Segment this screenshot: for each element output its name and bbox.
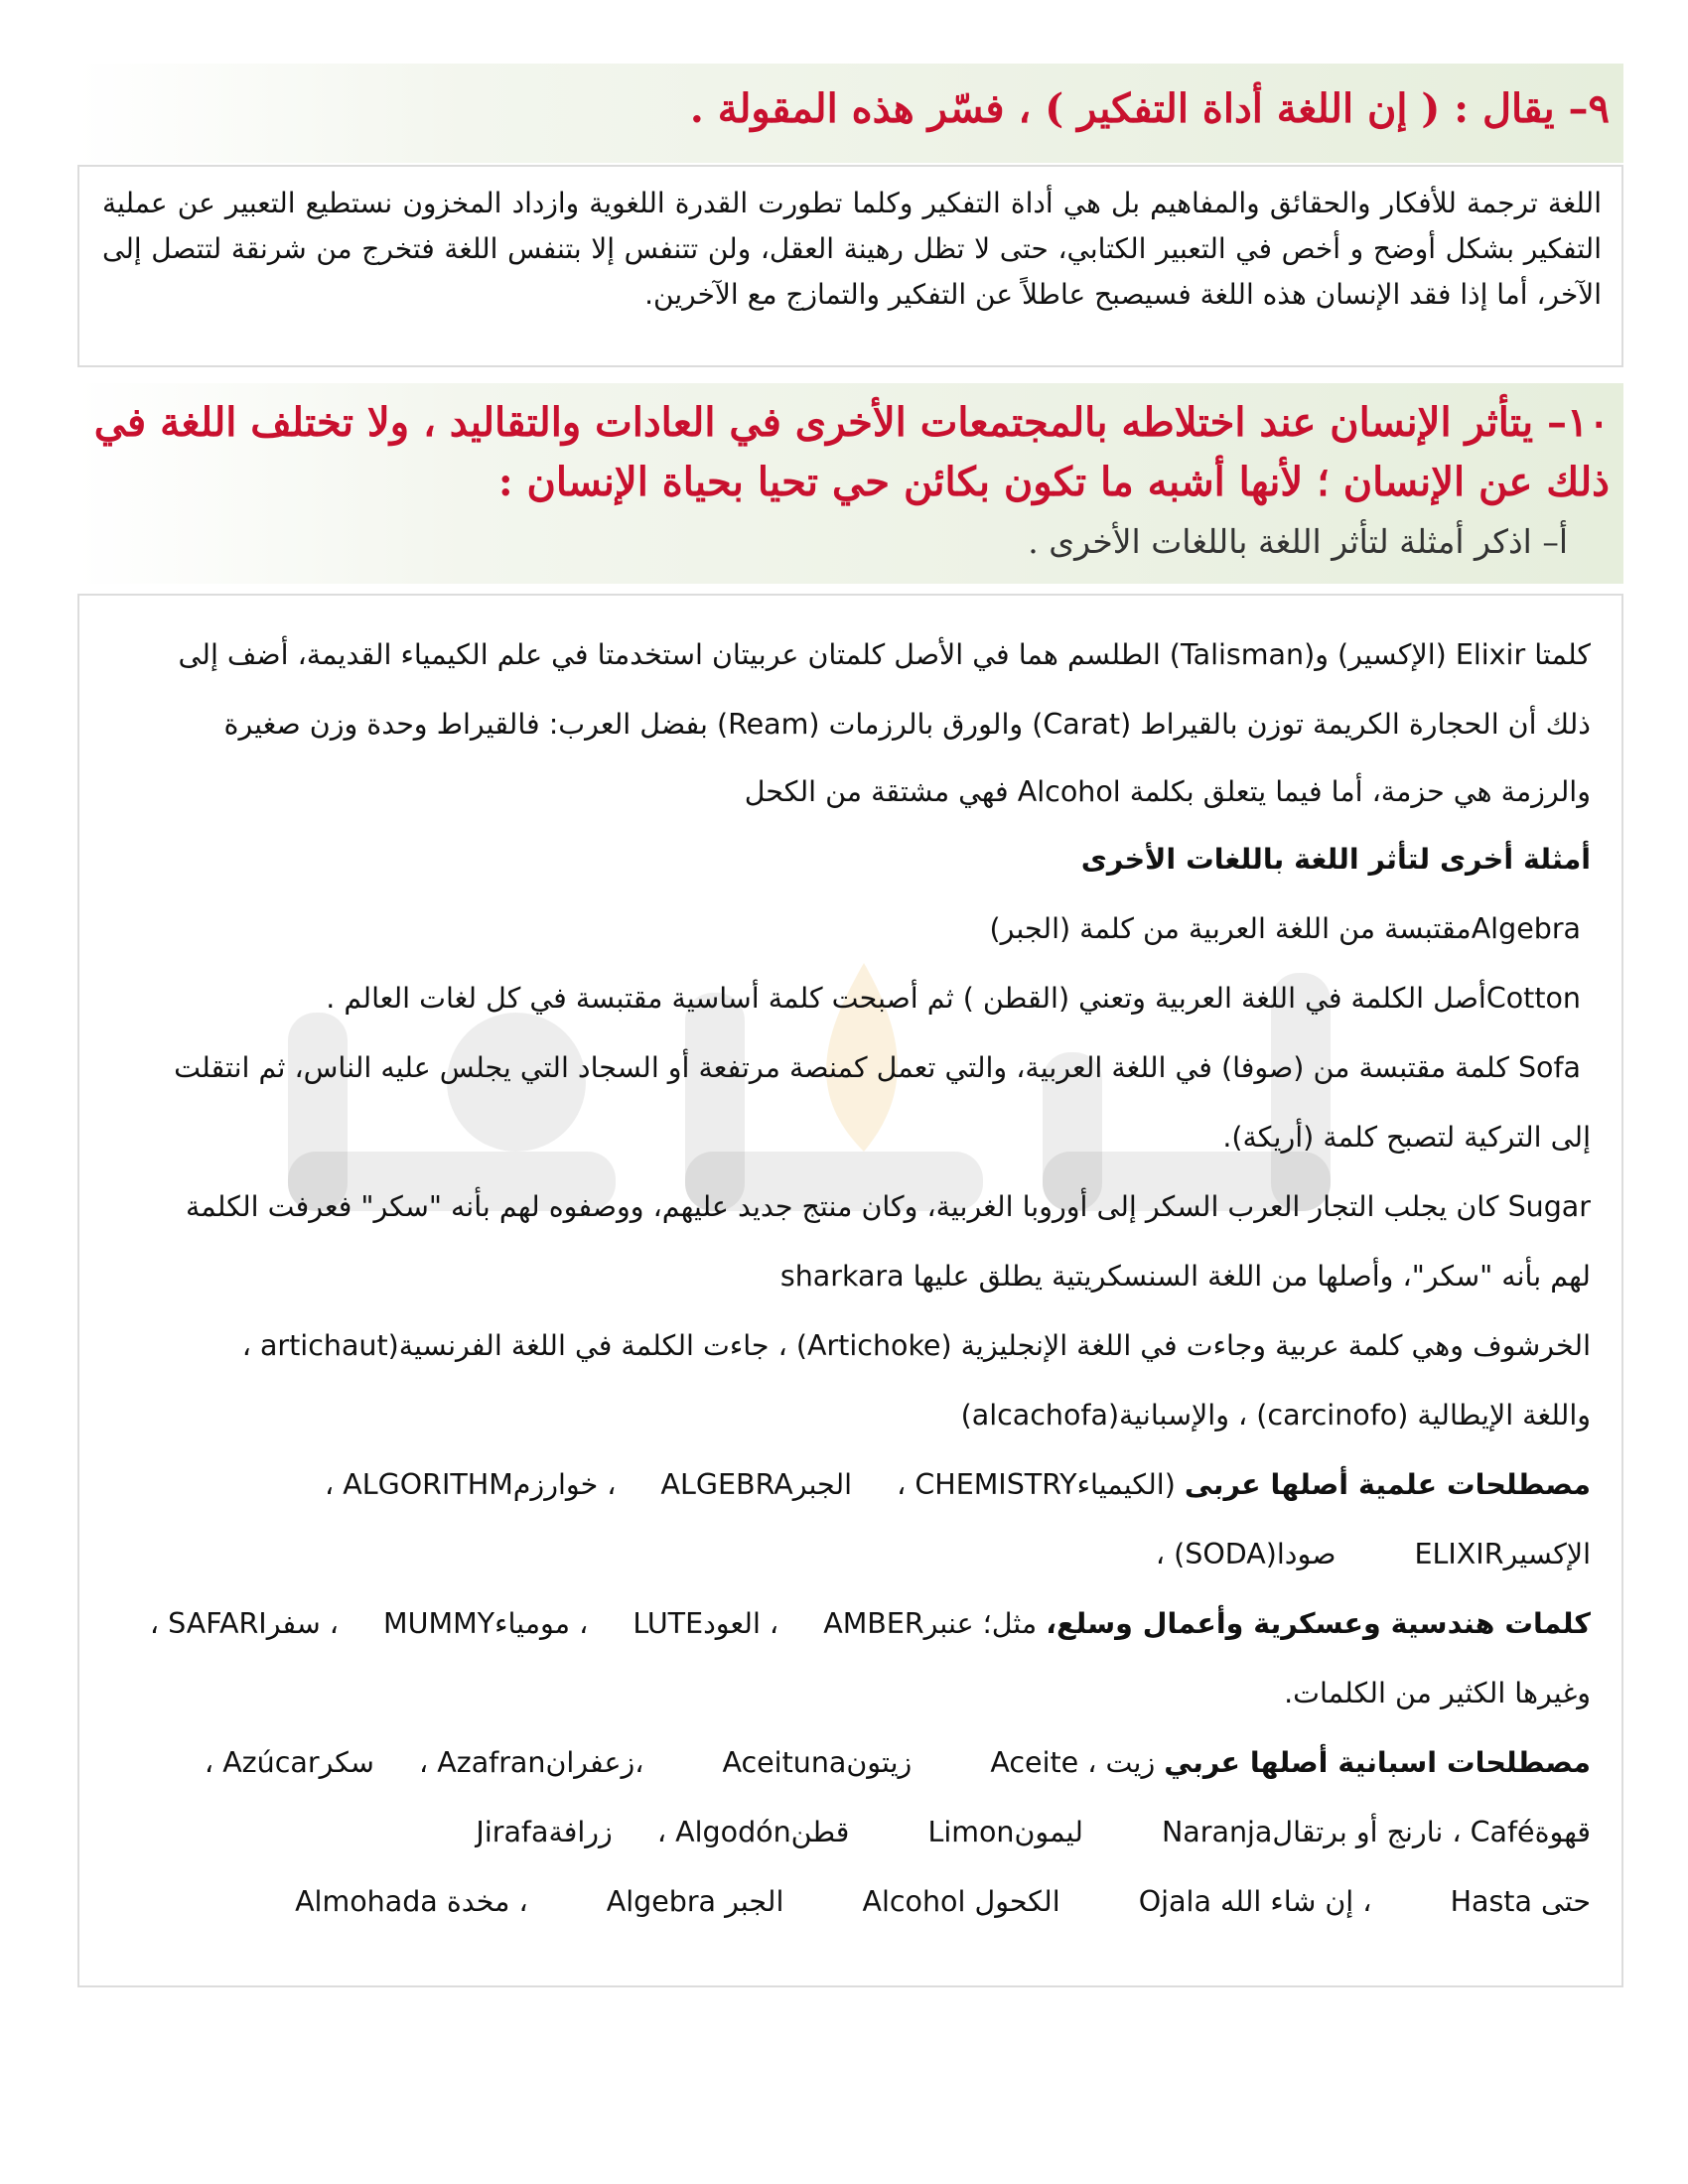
term-lute: ، العودLUTE (633, 1607, 779, 1640)
term-algodon: قطنAlgodón ، (656, 1816, 850, 1848)
example-artichoke-line-2: واللغة الإيطالية (carcinofo) ، والإسبانية(alcachofa) (960, 1399, 1591, 1432)
term-cafe-naranja: قهوةCafé ، نارنج أو برتقالNaranja (1161, 1816, 1591, 1848)
answer-9-box (77, 165, 1623, 367)
answer-9-text: اللغة ترجمة للأفكار والحقائق والمفاهيم بل هي أداة التفكير وكلما تطورت القدرة اللغوية وازداد المخزون نستطيع التعبير عن عملية التفكير بشكل أوضح و أخص في التعبير الكتابي، حتى لا تظل رهينة العقل، ولن تتنفس إلا بتنفس اللغة فتخرج من شرنقة لتتصل إلى الآخر، أما إذا فقد الإنسان هذه اللغة فسيصبح عاطلاً عن التفكير والتمازج مع الآخرين. (102, 187, 1602, 311)
answer-10-line-1: كلمتا Elixir (الإكسير) و(Talisman) الطلسم هما في الأصل كلمتان عربيتان استخدمتا في علم الكيمياء القديمة، أضف إلى (178, 638, 1591, 671)
question-10-subquestion: أ– اذكر أمثلة لتأثر اللغة باللغات الأخرى . (1028, 522, 1568, 561)
example-algebra: Algebraمقتبسة من اللغة العربية من كلمة (الجبر) (989, 912, 1581, 945)
term-ojala: ، إن شاء الله Ojala (1138, 1885, 1372, 1918)
term-azafran: ،زعفرانAzafran ، (418, 1746, 644, 1779)
question-9-title: ٩– يقال : ( إن اللغة أداة التفكير ) ، فسّر هذه المقولة . (689, 85, 1610, 132)
term-algebra-es: الجبر Algebra (606, 1885, 784, 1918)
question-10-header (77, 383, 1623, 584)
example-sofa-line-2: إلى التركية لتصبح كلمة (أريكة). (1222, 1121, 1591, 1154)
term-mummy: ، مومياءMUMMY (383, 1607, 589, 1640)
question-10-title-line1: ١٠– يتأثر الإنسان عند اختلاطه بالمجتمعات الأخرى في العادات والتقاليد ، ولا تختلف اللغة في (93, 399, 1610, 446)
spanish-terms-label: مصطلحات اسبانية أصلها عربي (1164, 1746, 1591, 1779)
term-almohada: ، مخدة Almohada (295, 1885, 528, 1918)
example-sofa-line-1: Sofa كلمة مقتبسة من (صوفا) في اللغة العربية، والتي تعمل كمنصة مرتفعة أو السجاد التي يجلس عليه الناس، ثم انتقلت (174, 1051, 1581, 1084)
answer-10-line-2: ذلك أن الحجارة الكريمة توزن بالقيراط (Carat) والورق بالرزمات (Ream) بفضل العرب: فالقيراط وحدة وزن صغيرة (223, 708, 1591, 741)
engineering-terms-line-2: وغيرها الكثير من الكلمات. (1284, 1677, 1591, 1709)
term-aceite: زيت ، Aceite (990, 1746, 1156, 1779)
term-limon: ليمونLimon (927, 1816, 1083, 1848)
spanish-terms-line-2 (476, 1813, 1591, 1852)
scientific-terms-line-2 (1156, 1535, 1591, 1574)
examples-heading: أمثلة أخرى لتأثر اللغة باللغات الأخرى (1080, 843, 1591, 876)
term-alcohol: الكحول Alcohol (862, 1885, 1060, 1918)
term-safari: ، سفرSAFARI ، (149, 1607, 339, 1640)
term-aceituna: زيتونAceituna (722, 1746, 913, 1779)
scientific-terms-line-1 (325, 1465, 1591, 1505)
spanish-terms-line-1 (205, 1743, 1591, 1783)
answer-10-line-3: والرزمة هي حزمة، أما فيما يتعلق بكلمة Alcohol فهي مشتقة من الكحل (744, 775, 1591, 808)
question-10-title-line2: ذلك عن الإنسان ؛ لأنها أشبه ما تكون بكائن حي تحيا بحياة الإنسان : (497, 459, 1610, 505)
term-algorithm: ، خوارزمALGORITHM ، (324, 1468, 617, 1501)
term-soda: صودا(SODA) ، (1155, 1538, 1336, 1570)
engineering-terms-line-1 (150, 1604, 1591, 1644)
term-azucar: سكرAzúcar ، (204, 1746, 374, 1779)
term-hasta: حتى Hasta (1450, 1885, 1591, 1918)
term-amber: مثل؛ عنبرAMBER (823, 1607, 1038, 1640)
term-jirafa: زرافةJirafa (476, 1816, 613, 1848)
example-sugar-line-2: لهم بأنه "سكر"، وأصلها من اللغة السنسكريتية يطلق عليها sharkara (779, 1260, 1591, 1293)
term-chemistry: (الكيمياءCHEMISTRY ، (897, 1468, 1176, 1501)
engineering-terms-label: كلمات هندسية وعسكرية وأعمال وسلع، (1046, 1607, 1591, 1640)
question-9-header (77, 64, 1623, 163)
example-artichoke-line-1: الخرشوف وهي كلمة عربية وجاءت في اللغة الإنجليزية (Artichoke) ، جاءت الكلمة في اللغة الفرنسية(artichaut ، (241, 1329, 1591, 1362)
spanish-terms-line-3 (295, 1882, 1591, 1922)
example-sugar-line-1: Sugar كان يجلب التجار العرب السكر إلى أوروبا الغربية، وكان منتج جديد عليهم، ووصفوه لهم بأنه "سكر" فعرفت الكلمة (186, 1190, 1591, 1223)
term-elixir: الإكسيرELIXIR (1414, 1538, 1591, 1570)
scientific-terms-label: مصطلحات علمية أصلها عربى (1184, 1468, 1591, 1501)
term-algebra: الجبرALGEBRA (660, 1468, 853, 1501)
example-cotton: Cottonأصل الكلمة في اللغة العربية وتعني (القطن ) ثم أصبحت كلمة أساسية مقتبسة في كل لغات العالم . (326, 982, 1581, 1015)
